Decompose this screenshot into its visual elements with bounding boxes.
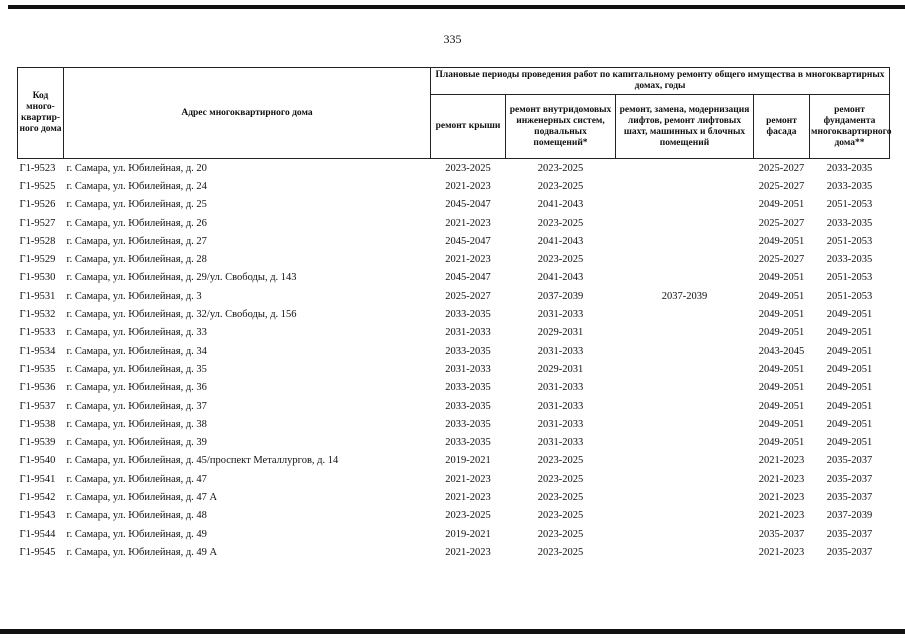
header-facade: ремонт фасада — [754, 95, 810, 159]
cell-facade: 2049-2051 — [758, 290, 805, 302]
cell-code: Г1-9527 — [19, 217, 56, 229]
cell-facade: 2025-2027 — [758, 217, 805, 229]
cell-roof: 2021-2023 — [445, 491, 491, 503]
cell-address: г. Самара, ул. Юбилейная, д. 25 — [66, 199, 207, 211]
table-row — [18, 324, 890, 342]
cell-lifts — [616, 379, 754, 397]
header-lifts: ремонт, замена, модернизация лифтов, ремонт лифтовых шахт, машинных и блочных помещений — [616, 95, 754, 159]
header-address: Адрес многоквартирного дома — [64, 68, 431, 159]
table-row — [18, 488, 890, 506]
cell-foundation: 2049-2051 — [826, 345, 873, 357]
cell-foundation: 2049-2051 — [826, 309, 873, 321]
cell-foundation: 2049-2051 — [826, 437, 873, 449]
cell-address: г. Самара, ул. Юбилейная, д. 27 — [66, 235, 207, 247]
cell-lifts: 2037-2039 — [661, 290, 708, 302]
cell-code: Г1-9540 — [19, 455, 56, 467]
cell-foundation: 2035-2037 — [826, 455, 873, 467]
cell-facade: 2025-2027 — [758, 180, 805, 192]
cell-roof: 2019-2021 — [445, 455, 491, 467]
cell-roof: 2019-2021 — [445, 528, 491, 540]
cell-roof: 2033-2035 — [445, 437, 491, 449]
cell-code: Г1-9545 — [19, 546, 56, 558]
cell-code: Г1-9544 — [19, 528, 56, 540]
cell-code: Г1-9543 — [19, 510, 56, 522]
table-row — [18, 250, 890, 268]
cell-systems: 2023-2025 — [537, 180, 584, 192]
table-row — [18, 470, 890, 488]
cell-foundation: 2035-2037 — [826, 491, 873, 503]
cell-roof: 2033-2035 — [445, 400, 491, 412]
cell-roof: 2031-2033 — [445, 327, 491, 339]
cell-code: Г1-9542 — [19, 491, 56, 503]
header-roof: ремонт крыши — [431, 95, 506, 159]
cell-code: Г1-9537 — [19, 400, 56, 412]
cell-lifts — [616, 214, 754, 232]
cell-roof: 2033-2035 — [445, 382, 491, 394]
cell-address: г. Самара, ул. Юбилейная, д. 47 — [66, 473, 207, 485]
header-group: Плановые периоды проведения работ по капитальному ремонту общего имущества в многоквартирных домах, годы — [431, 68, 890, 95]
cell-foundation: 2049-2051 — [826, 418, 873, 430]
cell-address: г. Самара, ул. Юбилейная, д. 24 — [66, 180, 207, 192]
cell-lifts — [616, 452, 754, 470]
cell-roof: 2021-2023 — [445, 217, 491, 229]
cell-code: Г1-9528 — [19, 235, 56, 247]
table-row — [18, 415, 890, 433]
cell-roof: 2045-2047 — [445, 199, 491, 211]
cell-address: г. Самара, ул. Юбилейная, д. 29/ул. Свободы, д. 143 — [66, 272, 297, 284]
cell-facade: 2049-2051 — [758, 272, 805, 284]
cell-address: г. Самара, ул. Юбилейная, д. 26 — [66, 217, 207, 229]
cell-systems: 2031-2033 — [537, 418, 584, 430]
table-row — [18, 507, 890, 525]
cell-facade: 2049-2051 — [758, 400, 805, 412]
cell-code: Г1-9532 — [19, 309, 56, 321]
cell-code: Г1-9539 — [19, 437, 56, 449]
table-row — [18, 196, 890, 214]
table-row — [18, 305, 890, 323]
table-row — [18, 397, 890, 415]
cell-roof: 2045-2047 — [445, 235, 491, 247]
cell-lifts — [616, 342, 754, 360]
cell-code: Г1-9529 — [19, 254, 56, 266]
cell-facade: 2049-2051 — [758, 327, 805, 339]
cell-roof: 2045-2047 — [445, 272, 491, 284]
cell-systems: 2041-2043 — [537, 235, 584, 247]
cell-systems: 2031-2033 — [537, 309, 584, 321]
cell-foundation: 2035-2037 — [826, 528, 873, 540]
cell-lifts — [616, 470, 754, 488]
cell-systems: 2023-2025 — [537, 510, 584, 522]
cell-systems: 2041-2043 — [537, 199, 584, 211]
cell-systems: 2023-2025 — [537, 217, 584, 229]
cell-systems: 2031-2033 — [537, 382, 584, 394]
cell-lifts — [616, 543, 754, 561]
cell-roof: 2033-2035 — [445, 345, 491, 357]
cell-address: г. Самара, ул. Юбилейная, д. 47 А — [66, 491, 218, 503]
cell-lifts — [616, 305, 754, 323]
cell-foundation: 2037-2039 — [826, 510, 873, 522]
cell-facade: 2049-2051 — [758, 235, 805, 247]
cell-roof: 2021-2023 — [445, 254, 491, 266]
cell-foundation: 2051-2053 — [826, 272, 873, 284]
cell-code: Г1-9526 — [19, 199, 56, 211]
cell-code: Г1-9525 — [19, 180, 56, 192]
cell-facade: 2021-2023 — [758, 455, 805, 467]
table-row — [18, 269, 890, 287]
cell-systems: 2023-2025 — [537, 254, 584, 266]
cell-facade: 2049-2051 — [758, 363, 805, 375]
cell-foundation: 2049-2051 — [826, 400, 873, 412]
cell-foundation: 2051-2053 — [826, 199, 873, 211]
table-row — [18, 177, 890, 195]
table-row — [18, 452, 890, 470]
cell-address: г. Самара, ул. Юбилейная, д. 49 — [66, 528, 207, 540]
cell-systems: 2023-2025 — [537, 455, 584, 467]
cell-facade: 2049-2051 — [758, 382, 805, 394]
cell-foundation: 2035-2037 — [826, 473, 873, 485]
cell-facade: 2049-2051 — [758, 199, 805, 211]
table-row — [18, 287, 890, 305]
cell-lifts — [616, 269, 754, 287]
cell-code: Г1-9538 — [19, 418, 56, 430]
cell-systems: 2023-2025 — [537, 473, 584, 485]
cell-lifts — [616, 360, 754, 378]
table-row — [18, 433, 890, 451]
cell-systems: 2029-2031 — [537, 363, 584, 375]
cell-facade: 2021-2023 — [758, 510, 805, 522]
cell-foundation: 2035-2037 — [826, 546, 873, 558]
cell-systems: 2031-2033 — [537, 345, 584, 357]
cell-facade: 2025-2027 — [758, 162, 805, 174]
table-row — [18, 379, 890, 397]
cell-address: г. Самара, ул. Юбилейная, д. 28 — [66, 254, 207, 266]
cell-facade: 2035-2037 — [758, 528, 805, 540]
cell-lifts — [616, 525, 754, 543]
cell-systems: 2031-2033 — [537, 437, 584, 449]
cell-systems: 2031-2033 — [537, 400, 584, 412]
cell-address: г. Самара, ул. Юбилейная, д. 32/ул. Свободы, д. 156 — [66, 309, 297, 321]
header-systems: ремонт внутридомовых инженерных систем, подвальных помещений* — [506, 95, 616, 159]
bottom-border-rule — [0, 629, 905, 634]
table-row — [18, 543, 890, 561]
cell-roof: 2031-2033 — [445, 363, 491, 375]
cell-address: г. Самара, ул. Юбилейная, д. 34 — [66, 345, 207, 357]
cell-address: г. Самара, ул. Юбилейная, д. 33 — [66, 327, 207, 339]
cell-address: г. Самара, ул. Юбилейная, д. 49 А — [66, 546, 218, 558]
cell-address: г. Самара, ул. Юбилейная, д. 48 — [66, 510, 207, 522]
table-row — [18, 159, 890, 178]
cell-address: г. Самара, ул. Юбилейная, д. 36 — [66, 382, 207, 394]
cell-lifts — [616, 177, 754, 195]
header-foundation: ремонт фундамента многоквартирного дома** — [810, 95, 890, 159]
cell-systems: 2037-2039 — [537, 290, 584, 302]
cell-code: Г1-9536 — [19, 382, 56, 394]
cell-facade: 2049-2051 — [758, 309, 805, 321]
cell-address: г. Самара, ул. Юбилейная, д. 37 — [66, 400, 207, 412]
cell-systems: 2023-2025 — [537, 528, 584, 540]
cell-foundation: 2033-2035 — [826, 180, 873, 192]
cell-lifts — [616, 415, 754, 433]
cell-lifts — [616, 250, 754, 268]
page-number: 335 — [443, 32, 462, 46]
cell-code: Г1-9530 — [19, 272, 56, 284]
table-row — [18, 232, 890, 250]
cell-facade: 2025-2027 — [758, 254, 805, 266]
cell-systems: 2041-2043 — [537, 272, 584, 284]
cell-facade: 2021-2023 — [758, 473, 805, 485]
cell-lifts — [616, 159, 754, 178]
cell-roof: 2021-2023 — [445, 473, 491, 485]
cell-roof: 2021-2023 — [445, 180, 491, 192]
table-row — [18, 360, 890, 378]
cell-address: г. Самара, ул. Юбилейная, д. 39 — [66, 437, 207, 449]
cell-lifts — [616, 324, 754, 342]
cell-systems: 2029-2031 — [537, 327, 584, 339]
cell-systems: 2023-2025 — [537, 491, 584, 503]
cell-lifts — [616, 232, 754, 250]
header-code: Код много-квартир-ного дома — [18, 68, 64, 159]
table-row — [18, 525, 890, 543]
cell-foundation: 2033-2035 — [826, 217, 873, 229]
repair-schedule-table — [17, 67, 890, 562]
cell-code: Г1-9531 — [19, 290, 56, 302]
cell-lifts — [616, 507, 754, 525]
table-row — [18, 342, 890, 360]
cell-lifts — [616, 196, 754, 214]
cell-facade: 2049-2051 — [758, 437, 805, 449]
cell-code: Г1-9535 — [19, 363, 56, 375]
cell-roof: 2033-2035 — [445, 309, 491, 321]
cell-address: г. Самара, ул. Юбилейная, д. 3 — [66, 290, 202, 302]
cell-roof: 2023-2025 — [445, 162, 491, 174]
cell-roof: 2025-2027 — [445, 290, 491, 302]
cell-lifts — [616, 488, 754, 506]
cell-address: г. Самара, ул. Юбилейная, д. 35 — [66, 363, 207, 375]
cell-foundation: 2049-2051 — [826, 327, 873, 339]
cell-systems: 2023-2025 — [537, 546, 584, 558]
cell-roof: 2021-2023 — [445, 546, 491, 558]
cell-facade: 2043-2045 — [758, 345, 805, 357]
cell-foundation: 2049-2051 — [826, 382, 873, 394]
cell-code: Г1-9541 — [19, 473, 56, 485]
cell-facade: 2049-2051 — [758, 418, 805, 430]
cell-address: г. Самара, ул. Юбилейная, д. 20 — [66, 162, 207, 174]
cell-roof: 2033-2035 — [445, 418, 491, 430]
cell-foundation: 2033-2035 — [826, 254, 873, 266]
cell-address: г. Самара, ул. Юбилейная, д. 45/проспект Металлургов, д. 14 — [66, 455, 339, 467]
table-row — [18, 214, 890, 232]
cell-roof: 2023-2025 — [445, 510, 491, 522]
cell-lifts — [616, 397, 754, 415]
cell-foundation: 2049-2051 — [826, 363, 873, 375]
cell-foundation: 2033-2035 — [826, 162, 873, 174]
cell-lifts — [616, 433, 754, 451]
cell-code: Г1-9534 — [19, 345, 56, 357]
cell-facade: 2021-2023 — [758, 546, 805, 558]
top-border-rule — [8, 5, 905, 9]
cell-foundation: 2051-2053 — [826, 235, 873, 247]
cell-code: Г1-9533 — [19, 327, 56, 339]
cell-address: г. Самара, ул. Юбилейная, д. 38 — [66, 418, 207, 430]
cell-foundation: 2051-2053 — [826, 290, 873, 302]
cell-facade: 2021-2023 — [758, 491, 805, 503]
cell-code: Г1-9523 — [19, 162, 56, 174]
cell-systems: 2023-2025 — [537, 162, 584, 174]
